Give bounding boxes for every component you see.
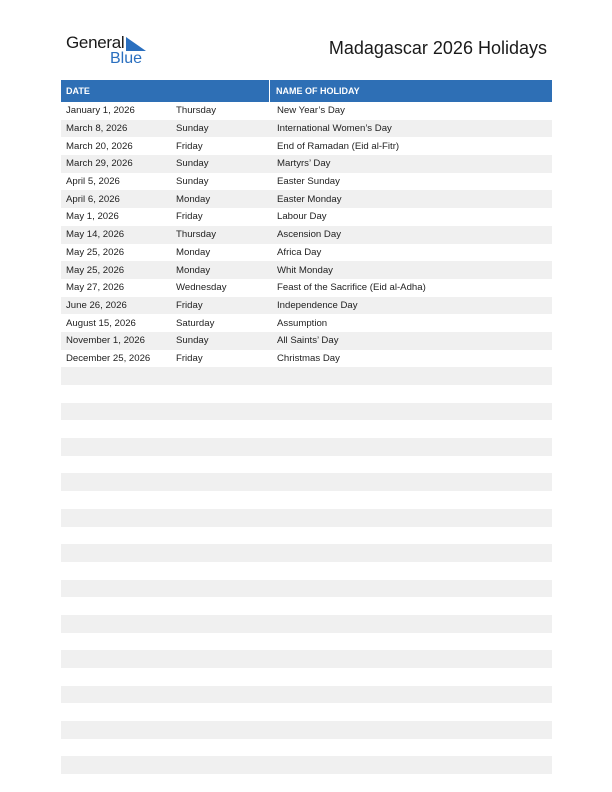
cell-date: June 26, 2026 — [66, 299, 127, 311]
table-row — [61, 173, 552, 191]
table-row — [61, 703, 552, 721]
table-row — [61, 297, 552, 315]
cell-weekday: Wednesday — [176, 282, 227, 294]
cell-holiday-name: Christmas Day — [277, 352, 340, 364]
table-row — [61, 120, 552, 138]
table-row — [61, 403, 552, 421]
table-row — [61, 739, 552, 757]
table-row — [61, 668, 552, 686]
table-row — [61, 544, 552, 562]
table-row — [61, 456, 552, 474]
table-row — [61, 615, 552, 633]
table-row — [61, 562, 552, 580]
table-row — [61, 314, 552, 332]
cell-holiday-name: Easter Sunday — [277, 176, 340, 188]
cell-holiday-name: Labour Day — [277, 211, 327, 223]
cell-holiday-name: New Year’s Day — [277, 105, 345, 117]
cell-weekday: Sunday — [176, 176, 209, 188]
cell-weekday: Monday — [176, 193, 211, 205]
cell-weekday: Friday — [176, 211, 203, 223]
logo-word-blue: Blue — [110, 50, 143, 67]
cell-weekday: Monday — [176, 264, 211, 276]
table-row — [61, 686, 552, 704]
cell-holiday-name: International Women’s Day — [277, 123, 392, 135]
cell-date: May 27, 2026 — [66, 282, 125, 294]
table-body — [61, 102, 552, 774]
brand-logo — [66, 33, 156, 69]
cell-date: March 29, 2026 — [66, 158, 133, 170]
table-row — [61, 633, 552, 651]
table-row — [61, 226, 552, 244]
cell-holiday-name: Whit Monday — [277, 264, 333, 276]
table-row — [61, 208, 552, 226]
cell-holiday-name: Africa Day — [277, 246, 322, 258]
table-row — [61, 155, 552, 173]
cell-holiday-name: Independence Day — [277, 299, 358, 311]
cell-date: May 25, 2026 — [66, 246, 125, 258]
table-row — [61, 756, 552, 774]
cell-holiday-name: Feast of the Sacrifice (Eid al-Adha) — [277, 282, 426, 294]
cell-date: April 5, 2026 — [66, 176, 120, 188]
cell-date: April 6, 2026 — [66, 193, 120, 205]
cell-weekday: Sunday — [176, 158, 209, 170]
cell-date: May 25, 2026 — [66, 264, 125, 276]
cell-date: March 8, 2026 — [66, 123, 128, 135]
table-row — [61, 261, 552, 279]
table-row — [61, 438, 552, 456]
cell-weekday: Saturday — [176, 317, 215, 329]
cell-weekday: Friday — [176, 299, 203, 311]
table-row — [61, 473, 552, 491]
table-header-row — [61, 80, 552, 102]
cell-weekday: Friday — [176, 352, 203, 364]
table-row — [61, 385, 552, 403]
cell-date: August 15, 2026 — [66, 317, 136, 329]
cell-date: May 1, 2026 — [66, 211, 119, 223]
cell-weekday: Thursday — [176, 105, 216, 117]
cell-weekday: Thursday — [176, 229, 216, 241]
cell-holiday-name: Ascension Day — [277, 229, 341, 241]
table-row — [61, 721, 552, 739]
table-row — [61, 420, 552, 438]
cell-date: November 1, 2026 — [66, 335, 145, 347]
cell-date: December 25, 2026 — [66, 352, 151, 364]
column-header-date: DATE — [61, 80, 270, 102]
table-row — [61, 580, 552, 598]
column-header-holiday-name: NAME OF HOLIDAY — [276, 86, 360, 96]
holiday-table — [61, 80, 552, 774]
table-row — [61, 650, 552, 668]
cell-holiday-name: Easter Monday — [277, 193, 342, 205]
cell-weekday: Sunday — [176, 335, 209, 347]
table-row — [61, 491, 552, 509]
table-row — [61, 509, 552, 527]
cell-holiday-name: Martyrs’ Day — [277, 158, 331, 170]
cell-date: March 20, 2026 — [66, 140, 133, 152]
cell-holiday-name: Assumption — [277, 317, 328, 329]
cell-holiday-name: End of Ramadan (Eid al-Fitr) — [277, 140, 400, 152]
table-row — [61, 102, 552, 120]
table-row — [61, 190, 552, 208]
cell-weekday: Sunday — [176, 123, 209, 135]
table-row — [61, 367, 552, 385]
table-row — [61, 244, 552, 262]
logo-word-general: General — [66, 33, 125, 52]
cell-date: May 14, 2026 — [66, 229, 125, 241]
page-title: Madagascar 2026 Holidays — [328, 38, 547, 58]
cell-date: January 1, 2026 — [66, 105, 135, 117]
table-row — [61, 279, 552, 297]
cell-weekday: Friday — [176, 140, 203, 152]
table-row — [61, 350, 552, 368]
table-row — [61, 597, 552, 615]
table-row — [61, 332, 552, 350]
cell-holiday-name: All Saints’ Day — [277, 335, 339, 347]
table-row — [61, 527, 552, 545]
table-row — [61, 137, 552, 155]
cell-weekday: Monday — [176, 246, 211, 258]
